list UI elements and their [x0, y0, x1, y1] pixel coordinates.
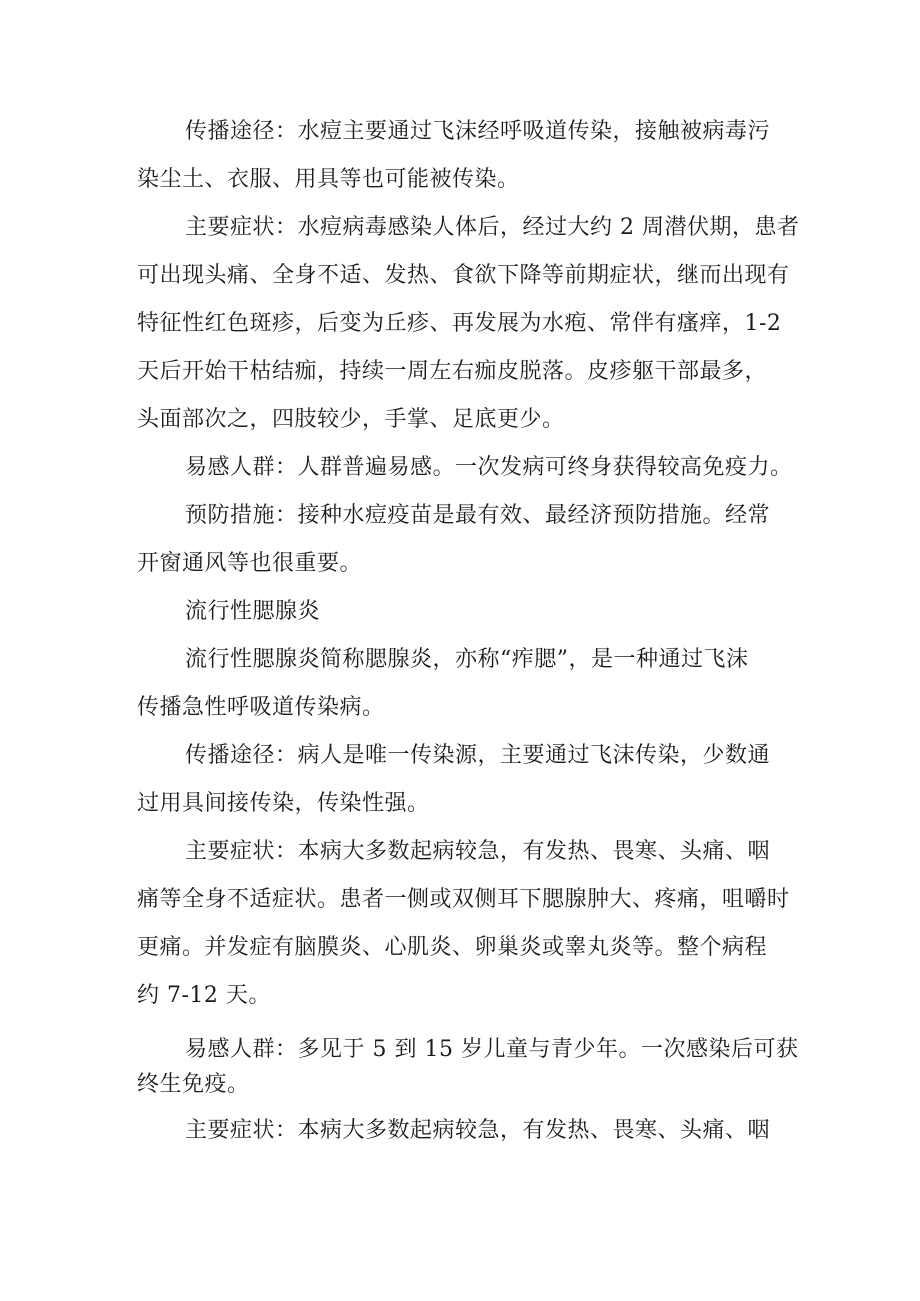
- text-line: 流行性腮腺炎简称腮腺炎，亦称“痄腮”，是一种通过飞沫: [185, 647, 749, 672]
- text-line: 易感人群：人群普遍易感。一次发病可终身获得较高免疫力。: [185, 455, 793, 480]
- text-line: 痛等全身不适症状。患者一侧或双侧耳下腮腺肿大、疼痛，咀嚼时: [137, 887, 790, 912]
- text-line: 天后开始干枯结痂，持续一周左右痂皮脱落。皮疹躯干部最多，: [137, 359, 768, 384]
- text-line: 终生免疫。: [137, 1072, 250, 1097]
- text-line: 特征性红色斑疹，后变为丘疹、再发展为水疱、常伴有瘙痒，1-2: [137, 311, 782, 336]
- text-line: 过用具间接传染，传染性强。: [137, 791, 430, 816]
- text-line: 染尘土、衣服、用具等也可能被传染。: [137, 167, 520, 192]
- text-line: 易感人群：多见于 5 到 15 岁儿童与青少年。一次感染后可获: [185, 1037, 799, 1062]
- text-line: 传播急性呼吸道传染病。: [137, 695, 385, 720]
- text-line: 传播途径：病人是唯一传染源，主要通过飞沫传染，少数通: [185, 743, 771, 768]
- text-line: 约 7-12 天。: [137, 983, 271, 1008]
- section-heading: 流行性腮腺炎: [185, 599, 321, 624]
- text-line: 更痛。并发症有脑膜炎、心肌炎、卵巢炎或睾丸炎等。整个病程: [137, 935, 768, 960]
- text-line: 开窗通风等也很重要。: [137, 551, 363, 576]
- text-line: 主要症状：本病大多数起病较急，有发热、畏寒、头痛、咽: [185, 1118, 771, 1143]
- text-line: 可出现头痛、全身不适、发热、食欲下降等前期症状，继而出现有: [137, 263, 790, 288]
- text-line: 传播途径：水痘主要通过飞沫经呼吸道传染，接触被病毒污: [185, 119, 771, 144]
- text-line: 头面部次之，四肢较少，手掌、足底更少。: [137, 407, 565, 432]
- text-line: 主要症状：水痘病毒感染人体后，经过大约 2 周潜伏期，患者: [185, 215, 800, 240]
- text-line: 主要症状：本病大多数起病较急，有发热、畏寒、头痛、咽: [185, 839, 771, 864]
- text-line: 预防措施：接种水痘疫苗是最有效、最经济预防措施。经常: [185, 503, 771, 528]
